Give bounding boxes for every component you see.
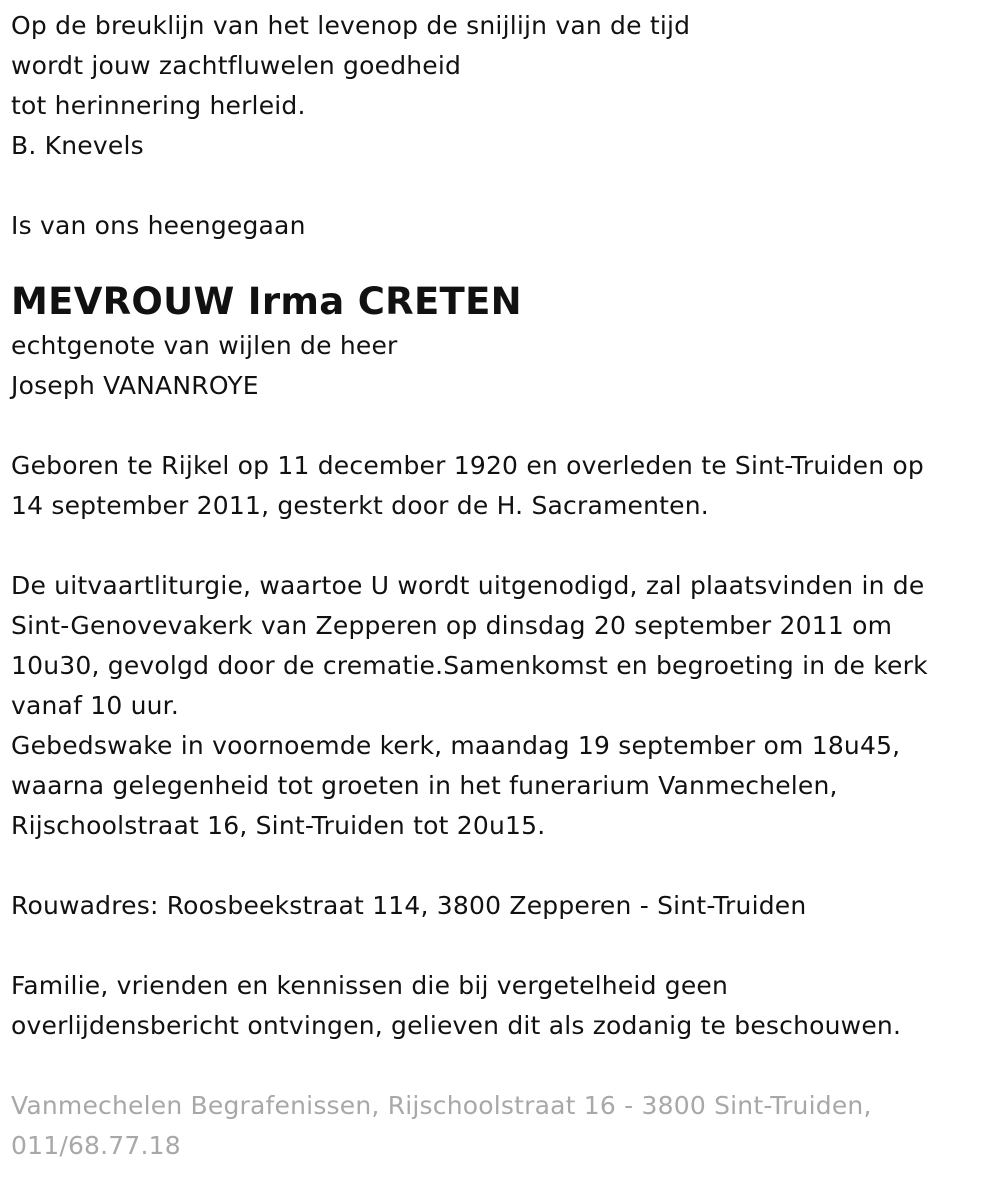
poem-author: B. Knevels <box>11 131 144 160</box>
poem <box>11 6 991 166</box>
paragraph-line: waarna gelegenheid tot groeten in het funerarium Vanmechelen, <box>11 771 838 800</box>
footer-line: Vanmechelen Begrafenissen, Rijschoolstraat 16 - 3800 Sint-Truiden, <box>11 1091 872 1120</box>
spacer <box>11 166 991 206</box>
spouse-name: Joseph VANANROYE <box>11 371 259 400</box>
obituary-page <box>11 6 991 1166</box>
poem-line: tot herinnering herleid. <box>11 91 306 120</box>
paragraph-line: Gebedswake in voornoemde kerk, maandag 19 september om 18u45, <box>11 731 901 760</box>
spacer <box>11 526 991 566</box>
birth-death-paragraph <box>11 446 991 526</box>
funeral-paragraph <box>11 566 991 846</box>
mourning-address: Rouwadres: Roosbeekstraat 114, 3800 Zepperen - Sint-Truiden <box>11 891 807 920</box>
paragraph-line: vanaf 10 uur. <box>11 691 180 720</box>
paragraph-line: overlijdensbericht ontvingen, gelieven dit als zodanig te beschouwen. <box>11 1011 902 1040</box>
deceased-name: MEVROUW Irma CRETEN <box>11 280 522 323</box>
paragraph-line: Familie, vrienden en kennissen die bij vergetelheid geen <box>11 971 729 1000</box>
spacer <box>11 926 991 966</box>
funeral-home-footer <box>11 1086 991 1166</box>
spacer <box>11 246 991 278</box>
paragraph-line: De uitvaartliturgie, waartoe U wordt uitgenodigd, zal plaatsvinden in de <box>11 571 925 600</box>
footer-phone: 011/68.77.18 <box>11 1131 181 1160</box>
intro-text: Is van ons heengegaan <box>11 211 306 240</box>
spacer <box>11 846 991 886</box>
paragraph-line: Geboren te Rijkel op 11 december 1920 en overleden te Sint-Truiden op <box>11 451 924 480</box>
spacer <box>11 1046 991 1086</box>
notice-paragraph <box>11 966 991 1046</box>
paragraph-line: Sint-Genovevakerk van Zepperen op dinsdag 20 september 2011 om <box>11 611 893 640</box>
poem-line: wordt jouw zachtfluwelen goedheid <box>11 51 462 80</box>
paragraph-line: Rijschoolstraat 16, Sint-Truiden tot 20u15. <box>11 811 546 840</box>
poem-line: Op de breuklijn van het levenop de snijlijn van de tijd <box>11 11 691 40</box>
paragraph-line: 10u30, gevolgd door de crematie.Samenkomst en begroeting in de kerk <box>11 651 928 680</box>
spouse-line: echtgenote van wijlen de heer <box>11 331 398 360</box>
spacer <box>11 406 991 446</box>
paragraph-line: 14 september 2011, gesterkt door de H. Sacramenten. <box>11 491 709 520</box>
